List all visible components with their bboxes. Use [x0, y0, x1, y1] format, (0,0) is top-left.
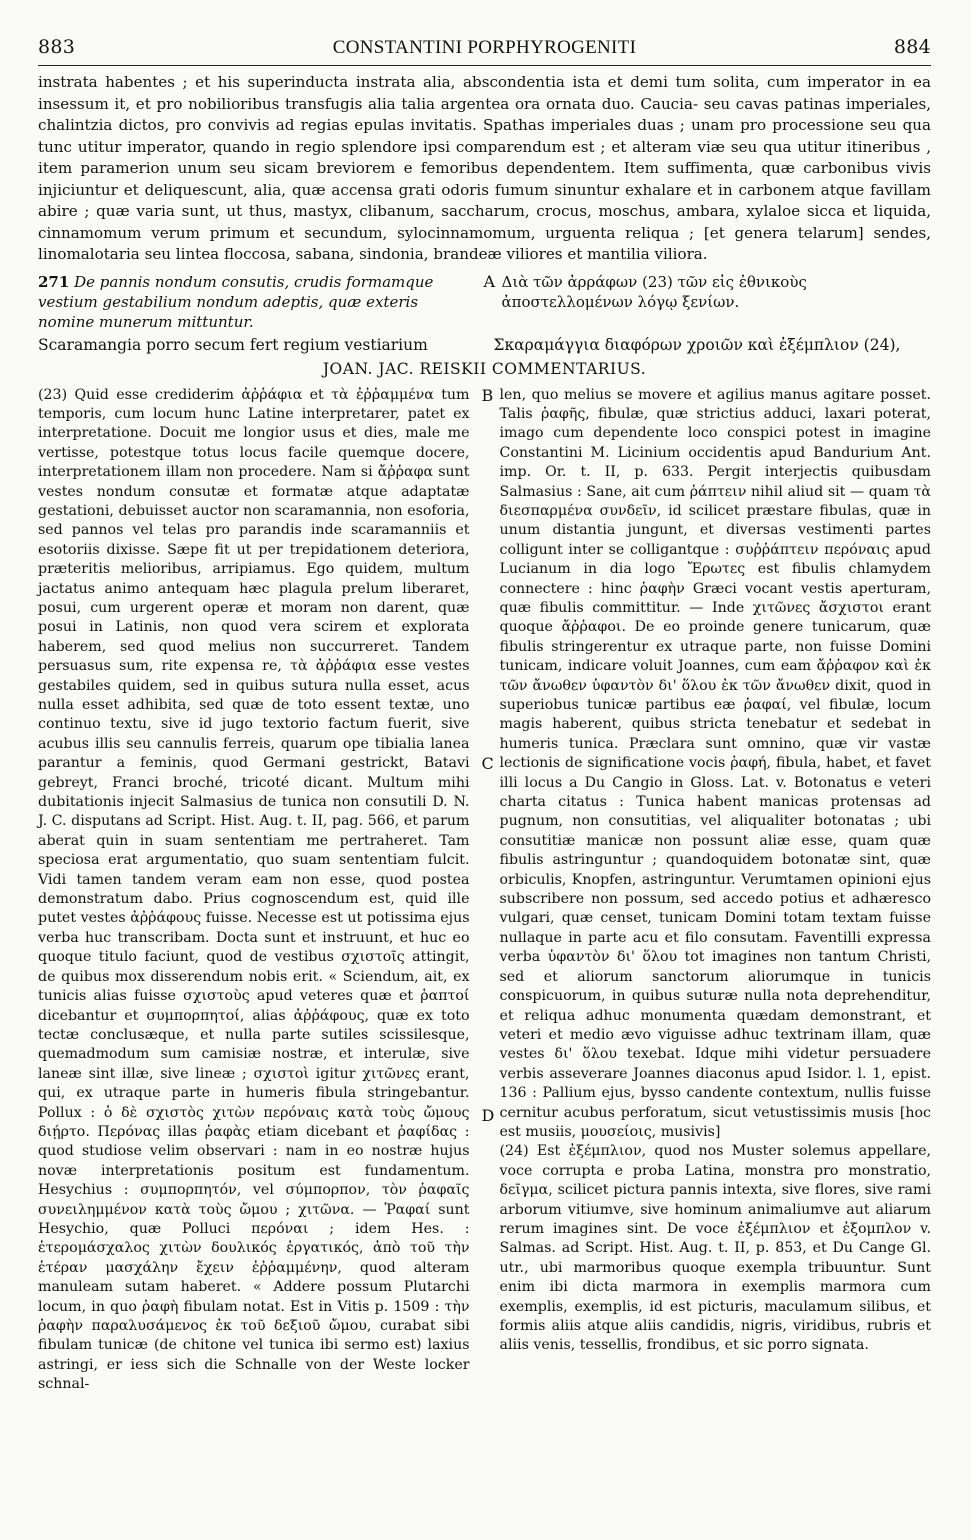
section-title-latin: [38, 272, 468, 332]
scaramangia-latin: Scaramangia porro secum fert regium vestiarium: [38, 335, 428, 354]
section-title-greek: [483, 271, 932, 332]
scaramangia-row: [38, 336, 931, 354]
section-title-italic: De pannis nondum consutis, crudis formamque vestium gestabilium nondum adeptis, quæ exteris nomine munerum mittuntur.: [38, 272, 434, 331]
page-header: [38, 36, 931, 59]
right-page-number: 884: [893, 36, 931, 58]
section-271: [38, 272, 931, 332]
note-24: (24) Est ἐξέμπλιον, quod nos Muster solemus appellare, voce corrupta e proba Latina, monstra pro monstratio, δεῖγμα, scilicet pictura pannis intexta, sive flores, sive rami arborum vitiumve, sive hominum animaliumve aut aliarum rerum imagines sint. De voce ἐξέμπλιον et ἐξομπλον v. Salmas. ad Script. Hist. Aug. t. II, p. 853, et Du Cange Gl. utr., ubi marmoribus quoque exempla tribuuntur. Sunt enim ibi dicta marmora in exemplis marmora cum exemplis, exemplis, id est picturis, maculamum silibus, et formis aliis atque aliis candidis, nigris, viridibus, rubris et aliis venis, tessellis, frondibus, et sic porro signata.: [499, 1143, 931, 1354]
note-23-continued: len, quo melius se movere et agilius manus agitare posset. Talis ῥαφῆς, fibulæ, quæ strictius adduci, laxari poterat, imago cum dependente loco conspici potest in imagine Constantini M. Licinium occidentis apud Bandurium Ant. imp. Or. t. II, p. 633. Pergit interjectis quibusdam Salmasius : Sane, ait cum ῥάπτειν nihil aliud sit — quam τὰ διεσπαρμένα συνδεῖν, id scilicet præstare fibulas, quæ in unum distantia jungunt, et diversas vestimenti partes colligunt inter se colligantque : συῤῥάπτειν περόναις apud Lucianum in dia logo Ἔρωτες est fibulis chlamydem connectere : hinc ῥαφὴν Græci vocant vestis aperturam, quæ fibulis committitur. — Inde χιτῶνες ἄσχιστοι erant quoque ἄῤῥαφοι. De eo proinde genere tunicarum, quæ fibulis stringerentur ex utraque parte, non fuisse Domini tunicam, indicare voluit Joannes, cum eam ἄῤῥαφον καὶ ἐκ τῶν ἄνωθεν ὑφαντὸν δι' ὅλου ἐκ τῶν ἄνωθεν dixit, quod in superiobus tunicæ partibus eæ ῥαφαί, vel fibulæ, locum magis haberent, quibus stricta tenebatur et sedebat in humeris tunica. Præclara sunt omnino, quæ vir vastæ lectionis de significatione vocis ῥαφή, fibula, habet, et favet illi locus a Du Cangio in Gloss. Lat. v. Botonatus e veteri charta citatus : Tunica habent manicas protensas ad pugnum, non consutitias, vel aliqualiter botonatas ; ubi consutitiæ manicæ non possunt aliæ esse, quam quæ fibulis astringuntur ; quandoquidem botonatæ sint, quæ orbiculis, Knopfen, astringuntur. Verumtamen opinioni ejus subscribere non possum, sed accedo potius et adhæresco vulgari, quæ censet, tunicam Domini totam textam fuisse nullaque in parte acu et filo consutam. Faventilli expressa verba ὑφαντὸν δι' ὅλου tot imagines non tantum Christi, sed et aliorum sanctorum aliorumque in tunicis conspicuorum, in quibus suturæ nulla nota deprehenditur, et reliqua adhuc monumenta quædam demonstrant, et veteri et medio ævo viguisse adhuc textrinam illam, quæ vestes δι' ὅλου texebat. Idque mihi videtur persuadere verbis asseverare Joannes diaconus apud Isidor. l. 1, epist. 136 : Pallium ejus, bysso candente contextum, nullis fuisse cernitur acubus perforatum, sicut vetustissimis musis [hoc est musiis, μουσείοις, musivis]: [499, 386, 931, 1140]
commentary-right-column: [481, 385, 932, 1395]
commentary-columns: [38, 386, 931, 1395]
note-23: (23) Quid esse crediderim ἀῤῥάφια et τὰ ἐῤῥαμμένα tum temporis, cum locum hunc Latine interpretarer, patet ex interpretatione. Docuit me longior usus et dies, male me vertisse, potestque totus locus facile quemque docere, interpretationem illam non procedere. Nam si ἄῤῥαφα sunt vestes nondum consutæ et formatæ atque adaptatæ gestationi, debuisset auctor non scaramannia, non esoforia, sed pannos vel telas pro parandis inde scaramanniis et esotoriis dixisse. Sæpe fit ut per trepidationem deteriora, præteritis melioribus, arripiamus. Ego quidem, multum jactatus animo antequam hæc plagula prelum liberaret, posui, cum urgerent operæ et moram non darent, quæ posui in Latinis, non quod vera scirem et explorata haberem, sed quod melius non succurreret. Tandem persuasus sum, rite expensa re, τὰ ἀῤῥάφια esse vestes gestabiles quidem, sed in quibus sutura nulla esset, acus nulla esset adhibita, sed quæ de toto essent textæ, uno continuo textu, sive id jugo textorio factum fuerit, sive acubus illis seu cannulis ferreis, quarum ope tibialia lanea parantur a feminis, quod Germani gestrickt, Batavi gebreyt, Franci broché, tricoté dicant. Multum mihi dubitationis injecit Salmasius de tunica non consutili D. N. J. C. disputans ad Script. Hist. Aug. t. II, pag. 566, et parum aberat quin in suam sententiam me pertraheret. Tam speciosa erat argumentatio, quo suam sententiam fulcit. Vidi tamen tandem veram eam non esse, quod postea demonstratum dabo. Prius cognoscendum est, quid ille putet vestes ἀῤῥάφους fuisse. Necesse est ut potissima ejus verba huc transcribam. Docta sunt et instruunt, et huc eo quoque titulo faciunt, quod de vestibus σχιστοῖς attingit, de quibus mox disserendum nobis erit. « Sciendum, ait, ex tunicis alias fuisse σχιστοὺς apud veteres quæ et ῥαπτοί dicebantur et συμπορπητοί, alias ἀῤῥάφους, quæ ex toto tectæ conclusæque, et nulla parte sutiles scissilesque, quemadmodum sum camisiæ nostræ, et interulæ, sive laneæ sint illæ, sive lineæ ; σχιστοὶ igitur χιτῶνες erant, qui, ex utraque parte in humeris fibula stringebantur. Pollux : ὁ δὲ σχιστὸς χιτὼν περόναις κατὰ τοὺς ὤμους διῄρτο. Περόνας illas ῥαφὰς etiam dicebant et ῥαφίδας : quod studiose velim observari : nam in eo nostræ hujus novæ interpretationis positum est fundamentum. Hesychius : συμπορπητόν, vel σύμπορπον, τὸν ῥαφαῖς συνειλημμένον κατὰ τοὺς ὤμου ; χιτῶνα. — Ῥαφαί sunt Hesychio, quæ Polluci περόναι ; idem Hes. : ἑτερομάσχαλος χιτὼν δουλικός ἐργατικός, ἀπὸ τοῦ τὴν ἑτέραν μασχάλην ἔχειν ἐῤῥαμμένην, quod alteram manuleam sutam haberet. « Addere possum Plutarchi locum, in quo ῥαφὴ fibulam notat. Est in Vitis p. 1509 : τὴν ῥαφὴν παραλυσάμενος ἐκ τοῦ δεξιοῦ ὤμου, curabat sibi fibulam tunicæ (de chitone vel tunica ibi sermo est) laxius astringi, er iess sich die Schnalle von der Weste locker schnal-: [38, 386, 470, 1393]
main-text: instrata habentes ; et his superinducta instrata alia, abscondentia ista et demi tum solita, cum imperator in ea insessum it, et pro nobilioribus transfugis alia talia argentea ora ornata duo. Caucia- seu cavas patinas imperiales, chalintzia dictos, pro convivis ad regias epulas invitatis. Spathas imperiales duas ; unam pro processione seu qua tunc utitur imperator, quando in regio splendore ipsi comparendum est ; et alteram viæ seu qua utitur itineribus , item paramerion unum seu sicam breviorem e femoribus dependentem. Item suffimenta, quæ carbonibus vivis injiciuntur et deliquescunt, alia, quæ accensa grati odoris fumum sinuntur exhalare et in carbonem atque favillam abire ; quæ varia sunt, ut thus, mastyx, clibanum, saccharum, crocus, moschus, ambara, xylaloe sicca et liquida, cinnamomum verum primum et secundum, sylocinnamomum, urguenta reliqua ; [et genera telarum] sendes, linomalotaria seu lintea floccosa, sabana, sindonia, brandeæ viliores et mantilia viliora.: [38, 73, 931, 263]
margin-letter-a: A: [483, 271, 496, 291]
left-page-number: 883: [38, 36, 76, 58]
margin-letter-b: B: [481, 385, 494, 405]
margin-letter-c: C: [481, 753, 494, 773]
header-rule: [38, 65, 931, 66]
commentary-heading: JOAN. JAC. REISKII COMMENTARIUS.: [322, 359, 647, 378]
margin-letter-d: D: [481, 1105, 495, 1125]
scaramangia-greek: Σκαραμάγγια διαφόρων χροιῶν καὶ ἐξέμπλιον (24),: [493, 335, 901, 354]
section-number: 271: [38, 272, 70, 291]
running-title: CONSTANTINI PORPHYROGENITI: [332, 37, 637, 58]
greek-heading: Διὰ τῶν ἀρράφων (23) τῶν εἰς ἐθνικοὺς ἀποστελλομένων λόγῳ ξενίων.: [501, 272, 807, 311]
commentary-left-column: [38, 386, 470, 1395]
